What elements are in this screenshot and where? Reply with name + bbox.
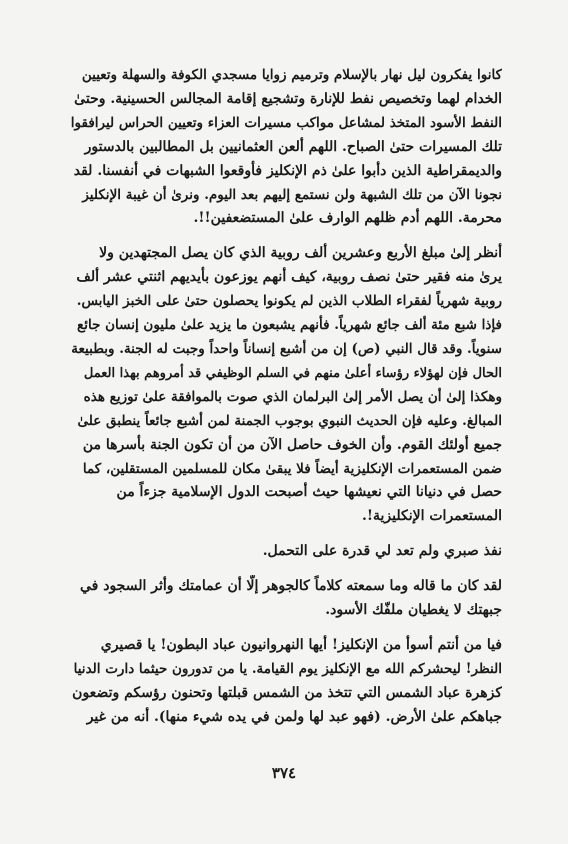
text-line: ضمن المستعمرات الإنكليزية أيضاً فلا يبقىٰ مكان للمسلمين المستقلين، كما bbox=[82, 460, 502, 477]
text-line: جميع أولئك القوم. وأن الخوف حاصل الآن من أن تكون الجنة بأسرها من bbox=[82, 436, 502, 453]
paragraph-4 bbox=[70, 575, 502, 623]
body-text bbox=[70, 64, 502, 730]
text-line: فإذا شبع مئة ألف جائع شهرياً. فأنهم يشبعون ما يزيد علىٰ مليون إنسان جائع bbox=[77, 317, 502, 334]
text-line: نفذ صبري ولم تعد لي قدرة على التحمل. bbox=[262, 543, 502, 560]
text-line: كانوا يفكرون ليل نهار بالإسلام وترميم زوايا مسجدي الكوفة والسهلة وتعيين bbox=[81, 67, 502, 83]
text-line: والديمقراطية الذين دأبوا علىٰ ذم الإنكليز فأوقعوا الشبهات في أنفسنا. لقد bbox=[73, 162, 502, 179]
text-line: حصل في دنيانا التي نعيشها حيث أصبحت الدول الإسلامية جزءاً من bbox=[116, 484, 502, 501]
text-line: الحال فإن لهؤلاء رؤساء أعلىٰ منهم في السلم الوظيفي قد أمروهم بهذا العمل bbox=[83, 365, 502, 381]
text-line: المبالغ. وعليه فإن الحديث النبوي بوجوب الجمنة لمن أشبع جائعاً ينطبق علىٰ bbox=[77, 412, 502, 429]
text-line: جباهكم علىٰ الأرض. (فهو عبد لها ولمن في يده شيء منها). أنه من غير bbox=[86, 708, 502, 725]
text-line: المستعمرات الإنكليزية!. bbox=[362, 508, 502, 525]
text-line: محرمة. اللهم أدم ظلهم الوارف علىٰ المستضعفين!!. bbox=[193, 210, 502, 227]
text-line: أنظر إلىٰ مبلغ الأربع وعشرين ألف روبية الذي كان يصل المجتهدين ولا bbox=[99, 245, 502, 262]
paragraph-3 bbox=[70, 540, 502, 564]
text-line: وهكذا إلىٰ أن يصل الأمر إلىٰ البرلمان الذي صوت بالموافقة علىٰ توزيع هذه bbox=[83, 388, 502, 405]
text-line: يرىٰ منه فقير حتىٰ نصف روبية، كيف أنهم يوزعون بأيديهم اثنتي عشر ألف bbox=[76, 269, 502, 286]
text-line: سنوياً. وقد قال النبي (ص) إن من أشبع إنساناً واحداً وجبت له الجنة. وبطبيعة bbox=[71, 340, 502, 357]
text-line: النفط الأسود المتخذ لمشاعل مواكب مسيرات العزاء وتعيين الحراس ليرافقوا bbox=[70, 114, 502, 131]
paragraph-5 bbox=[70, 634, 502, 730]
text-line: تلك المسيرات حتىٰ الصباح. اللهم ألعن العثمانيين بل المطالبين بالدستور bbox=[84, 138, 502, 155]
text-line: النظر! ليحشركم الله مع الإنكليز يوم القيامة. يا من تدورون حيثما دارت الدنيا bbox=[73, 660, 502, 677]
text-line: الخدام لهما وتخصيص نفط للإنارة وتشجيع إقامة المجالس الحسينية. وحتىٰ bbox=[74, 90, 502, 107]
text-line: كزهرة عباد الشمس التي تتخذ من الشمس قبلتها وتحنون رؤسكم وتضعون bbox=[72, 684, 502, 701]
text-line: جبهتك لا يغطيان ملفّك الأسود. bbox=[325, 602, 502, 619]
text-line: نجونا الآن من تلك الشبهة ولن نستمع إليهم بعد اليوم. ونرىٰ أن غيبة الإنكليز bbox=[82, 186, 502, 203]
paragraph-2 bbox=[70, 242, 502, 529]
text-line: روبية شهرياً لفقراء الطلاب الذين لم يكونوا يحصلون حتىٰ على الخبز اليابس. bbox=[76, 293, 502, 310]
text-line: فيا من أنتم أسوأ من الإنكليز! أيها النهروانيون عباد البطون! يا قصيري bbox=[100, 636, 502, 653]
text-line: لقد كان ما قاله وما سمعته كلاماً كالجوهر إلّا أن عمامتك وأثر السجود في bbox=[79, 578, 502, 595]
page-number: ٣٧٤ bbox=[271, 764, 297, 782]
paragraph-1 bbox=[70, 64, 502, 231]
